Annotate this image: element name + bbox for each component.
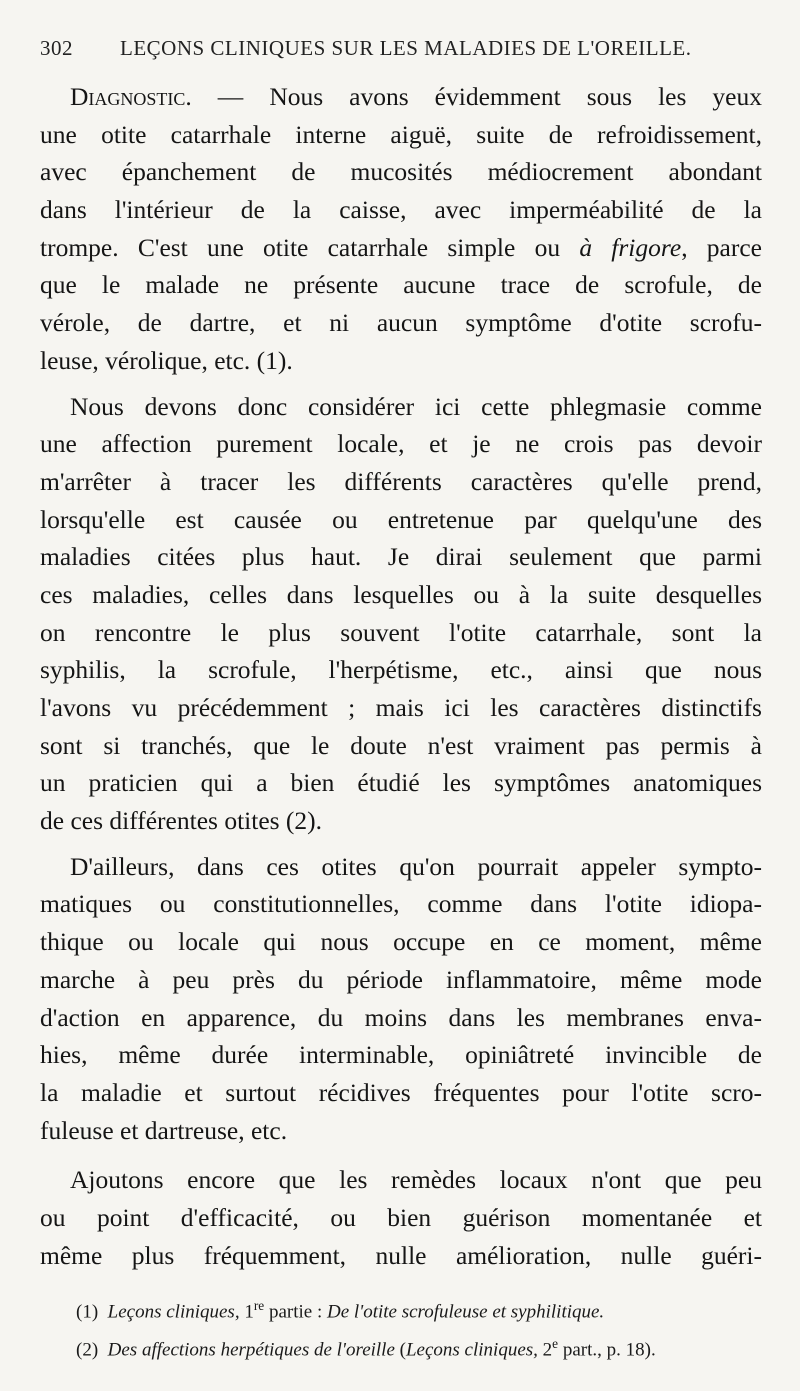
text-line: Ajoutons encore que les remèdes locaux n'ont que peu [70,1165,762,1195]
paragraph-gap [40,1149,762,1161]
text-line: D'ailleurs, dans ces otites qu'on pourrait appeler sympto- [70,851,762,881]
text-line: vérole, de dartre, et ni aucun symptôme d'otite scrofu- [40,308,762,338]
paragraph-gap [40,380,762,388]
main-text [40,78,762,1274]
paragraph-gap [40,840,762,848]
footnotes [76,1290,766,1367]
running-title: LEÇONS CLINIQUES SUR LES MALADIES DE L'OREILLE. [120,36,692,60]
text-line: la maladie et surtout récidives fréquentes pour l'otite scro- [40,1077,762,1107]
text-line: que le malade ne présente aucune trace de scrofule, de [40,270,762,300]
footnote-2: (2) Des affections herpétiques de l'oreille (Leçons cliniques, 2e part., p. 18). [76,1336,656,1361]
footnote-1: (1) Leçons cliniques, 1re partie : De l'otite scrofuleuse et syphilitique. [76,1298,605,1323]
paragraph-2 [40,388,762,840]
text-line: trompe. C'est une otite catarrhale simple ou à frigore, parce [40,232,762,262]
running-header [40,36,760,66]
paragraph-diagnostic [40,78,762,380]
text-line: l'avons vu précédemment ; mais ici les caractères distinctifs [40,693,762,722]
text-line: un praticien qui a bien étudié les symptômes anatomiques [40,768,762,798]
text-line: marche à peu près du période inflammatoire, même mode [40,964,762,994]
paragraph-3 [40,848,762,1150]
section-lead: Diagnostic. [70,82,192,111]
italic-term: à frigore [579,232,682,262]
text-line: avec épanchement de mucosités médiocrement abondant [40,157,762,187]
page-number: 302 [40,36,73,60]
text-line: sont si tranchés, que le doute n'est vraiment pas permis à [40,730,762,760]
text-line: maladies citées plus haut. Je dirai seulement que parmi [40,542,762,572]
text-line: dans l'intérieur de la caisse, avec imperméabilité de la [40,195,762,225]
text-line: hies, même durée interminable, opiniâtreté invincible de [40,1040,762,1070]
text-line: on rencontre le plus souvent l'otite catarrhale, sont la [40,617,762,647]
text-line: matiques ou constitutionnelles, comme dans l'otite idiopa- [40,889,762,919]
text-line: Diagnostic. — Nous avons évidemment sous les yeux [70,82,762,111]
text-line: syphilis, la scrofule, l'herpétisme, etc., ainsi que nous [40,655,762,685]
text-line: ces maladies, celles dans lesquelles ou à la suite desquelles [40,579,762,609]
text-line: d'action en apparence, du moins dans les membranes enva- [40,1002,762,1032]
paragraph-4 [40,1161,762,1274]
text-line: leuse, vérolique, etc. (1). [40,345,293,375]
text-line: thique ou locale qui nous occupe en ce moment, même [40,927,762,957]
text-line: fuleuse et dartreuse, etc. [40,1115,288,1145]
text-line: lorsqu'elle est causée ou entretenue par quelqu'une des [40,504,762,534]
text-line: Nous devons donc considérer ici cette phlegmasie comme [70,391,762,421]
text-line: une affection purement locale, et je ne crois pas devoir [40,429,762,459]
text-line: m'arrêter à tracer les différents caractères qu'elle prend, [40,466,762,496]
text-line: de ces différentes otites (2). [40,806,323,836]
text-line: même plus fréquemment, nulle amélioration, nulle guéri- [40,1240,762,1270]
text-line: ou point d'efficacité, ou bien guérison momentanée et [40,1202,762,1232]
text-line: une otite catarrhale interne aiguë, suite de refroidissement, [40,119,762,149]
